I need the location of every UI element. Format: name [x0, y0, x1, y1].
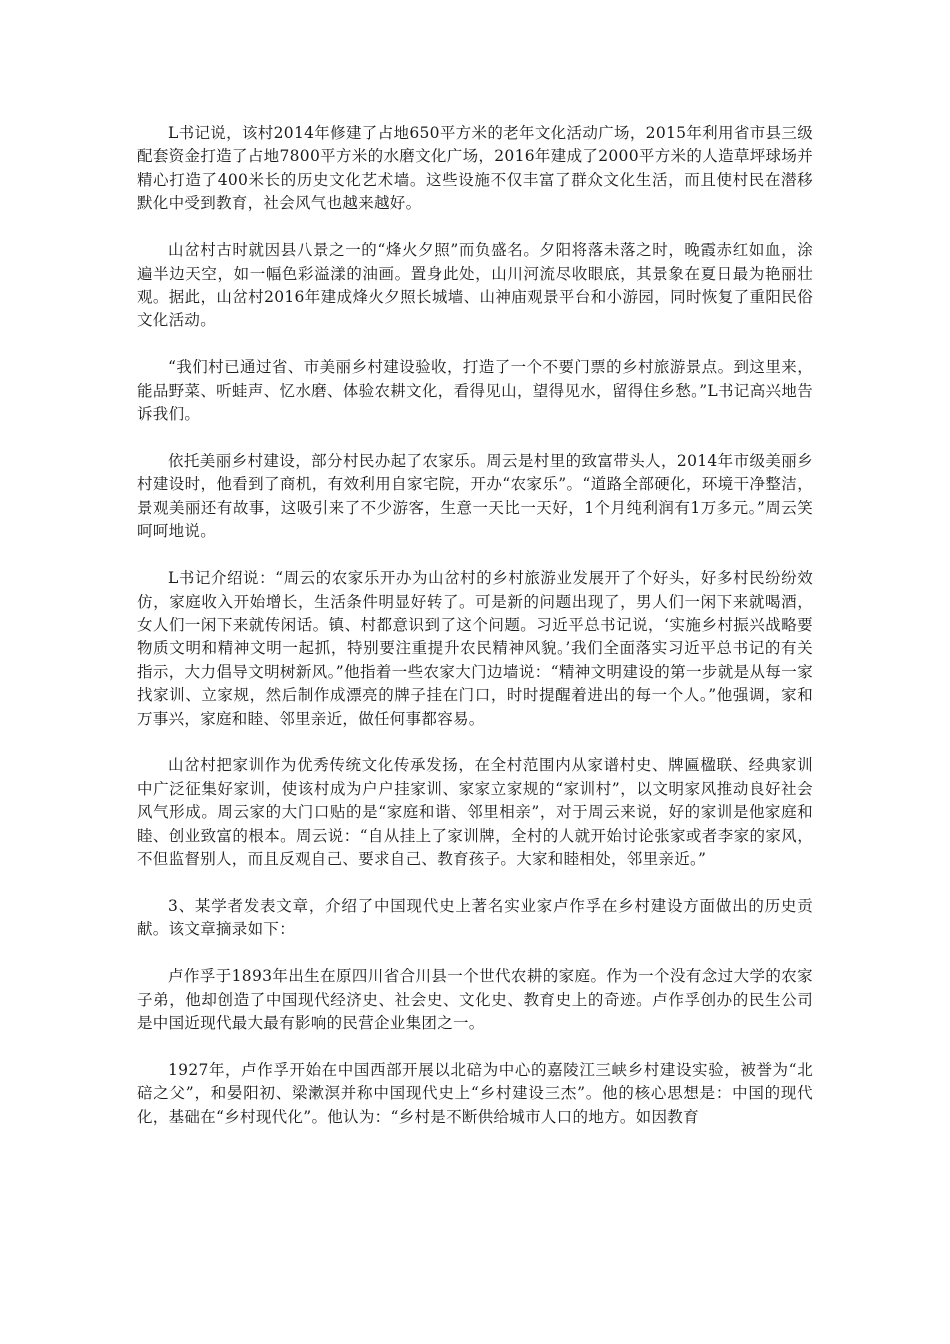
paragraph-3: “我们村已通过省、市美丽乡村建设验收，打造了一个不要门票的乡村旅游景点。到这里来，能品野菜、听蛙声、忆水磨、体验农耕文化，看得见山，望得见水，留得住乡愁。”L书记高兴地告诉我们。 [137, 358, 813, 424]
paragraph-1: L书记说，该村2014年修建了占地650平方米的老年文化活动广场，2015年利用省市县三级配套资金打造了占地7800平方米的水磨文化广场，2016年建成了2000平方米的人造草坪球场并精心打造了400米长的历史文化艺术墙。这些设施不仅丰富了群众文化生活，而且使村民在潜移默化中受到教育，社会风气也越来越好。 [137, 124, 813, 213]
document-body [137, 122, 813, 1153]
paragraph-9: 1927年，卢作孚开始在中国西部开展以北碚为中心的嘉陵江三峡乡村建设实验，被誉为“北碚之父”，和晏阳初、梁漱溟并称中国现代史上“乡村建设三杰”。他的核心思想是：中国的现代化，基础在“乡村现代化”。他认为：“乡村是不断供给城市人口的地方。如因教育 [137, 1061, 813, 1126]
paragraph-5: L书记介绍说：“周云的农家乐开办为山岔村的乡村旅游业发展开了个好头，好多村民纷纷效仿，家庭收入开始增长，生活条件明显好转了。可是新的问题出现了，男人们一闲下来就喝酒，女人们一闲下来就传闲话。镇、村都意识到了这个问题。习近平总书记说，‘实施乡村振兴战略要物质文明和精神文明一起抓，特别要注重提升农民精神风貌。’我们全面落实习近平总书记的有关指示，大力倡导文明树新风。”他指着一些农家大门边墙说：“精神文明建设的第一步就是从每一家找家训、立家规，然后制作成漂亮的牌子挂在门口，时时提醒着进出的每一个人。”他强调，家和万事兴，家庭和睦、邻里亲近，做任何事都容易。 [137, 569, 813, 728]
paragraph-6: 山岔村把家训作为优秀传统文化传承发扬，在全村范围内从家谱村史、牌匾楹联、经典家训中广泛征集好家训，使该村成为户户挂家训、家家立家规的“家训村”，以文明家风推动良好社会风气形成。周云家的大门口贴的是“家庭和谐、邻里相亲”，对于周云来说，好的家训是他家庭和睦、创业致富的根本。周云说：“自从挂上了家训牌，全村的人就开始讨论张家或者李家的家风，不但监督别人，而且反观自己、要求自己、教育孩子。大家和睦相处，邻里亲近。” [137, 756, 813, 869]
paragraph-8: 卢作孚于1893年出生在原四川省合川县一个世代农耕的家庭。作为一个没有念过大学的农家子弟，他却创造了中国现代经济史、社会史、文化史、教育史上的奇迹。卢作孚创办的民生公司是中国近现代最大最有影响的民营企业集团之一。 [137, 967, 813, 1033]
paragraph-7-question: 3、某学者发表文章，介绍了中国现代史上著名实业家卢作孚在乡村建设方面做出的历史贡献。该文章摘录如下： [137, 896, 813, 939]
paragraph-4: 依托美丽乡村建设，部分村民办起了农家乐。周云是村里的致富带头人，2014年市级美丽乡村建设时，他看到了商机，有效利用自家宅院，开办“农家乐”。“道路全部硬化，环境干净整洁，景观美丽还有故事，这吸引来了不少游客，生意一天比一天好，1个月纯利润有1万多元。”周云笑呵呵地说。 [137, 451, 813, 541]
paragraph-2: 山岔村古时就因县八景之一的“烽火夕照”而负盛名。夕阳将落未落之时，晚霞赤红如血，涂遍半边天空，如一幅色彩溢漾的油画。置身此处，山川河流尽收眼底，其景象在夏日最为艳丽壮观。据此，山岔村2016年建成烽火夕照长城墙、山神庙观景平台和小游园，同时恢复了重阳民俗文化活动。 [137, 241, 813, 330]
